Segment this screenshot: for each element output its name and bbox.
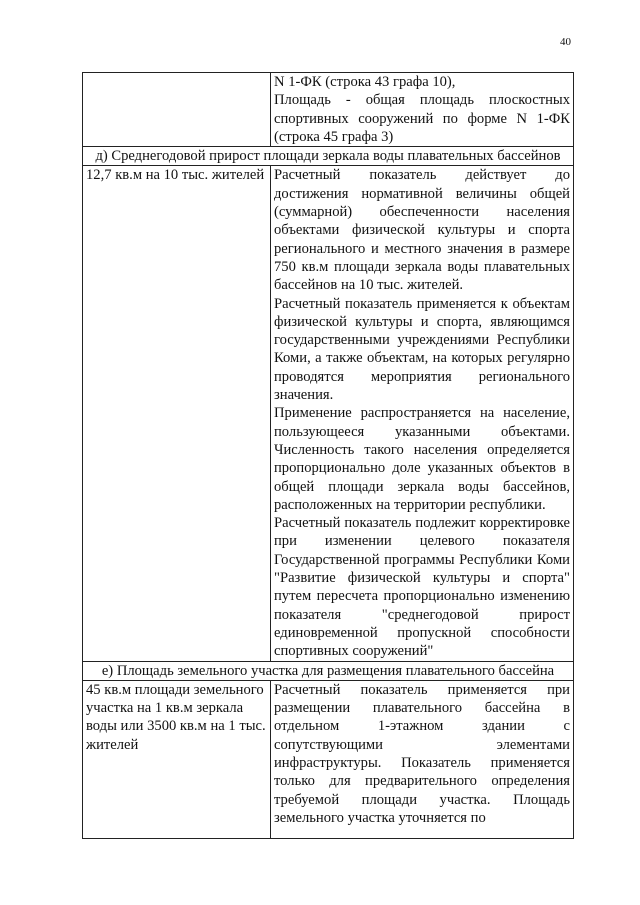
table-row-d: [83, 166, 574, 661]
cell-left-empty: [83, 73, 271, 147]
cell-norm-value: 12,7 кв.м на 10 тыс. жителей: [83, 166, 271, 661]
section-heading-e: е) Площадь земельного участка для размещения плавательного бассейна: [83, 661, 574, 680]
cell-norm-description: [271, 166, 574, 661]
section-heading-row: [83, 147, 574, 166]
paragraph: N 1-ФК (строка 43 графа 10),: [274, 74, 456, 90]
cell-norm-value: 45 кв.м площади земельного участка на 1 кв.м зеркала воды или 3500 кв.м на 1 тыс. жителей: [83, 680, 271, 838]
table-row-continuation: [83, 73, 574, 147]
table-row-e: [83, 680, 574, 838]
paragraph: Площадь - общая площадь плоскостных спортивных сооружений по форме N 1-ФК (строка 45 графа 3): [274, 92, 570, 145]
paragraph: Расчетный показатель применяется при размещении плавательного бассейна в отдельном 1-этажном здании с сопутствующими элементами инфраструктуры. Показатель применяется только для предварительного определения требуемой площади участка. Площадь земельного участка уточняется по: [274, 681, 570, 826]
page-number: 40: [560, 36, 571, 48]
cell-norm-description: [271, 680, 574, 838]
section-heading-d: д) Среднегодовой прирост площади зеркала воды плавательных бассейнов: [83, 147, 574, 166]
paragraph: Применение распространяется на население, пользующееся указанными объектами. Численность такого населения определяется пропорционально доле указанных объектов в общей площади зеркала воды бассейнов, расположенных на территории республики.: [274, 405, 570, 513]
paragraph: Расчетный показатель подлежит корректировке при изменении целевого показателя Государственной программы Республики Коми "Развитие физической культуры и спорта" путем пересчета пропорционально изменению показателя "среднегодовой прирост единовременной пропускной способности спортивных сооружений": [274, 515, 570, 660]
paragraph: Расчетный показатель применяется к объектам физической культуры и спорта, являющимся государственными учреждениями Республики Коми, а также объектам, на которых регулярно проводятся мероприятия регионального значения.: [274, 295, 570, 404]
cell-right-continuation: [271, 73, 574, 147]
standards-table: [82, 72, 574, 839]
section-heading-row: [83, 661, 574, 680]
paragraph: Расчетный показатель действует до достижения нормативной величины общей (суммарной) обеспеченности населения объектами физической культуры и спорта регионального и местного значения в размере 750 кв.м площади зеркала воды плавательных бассейнов на 10 тыс. жителей.: [274, 167, 570, 294]
